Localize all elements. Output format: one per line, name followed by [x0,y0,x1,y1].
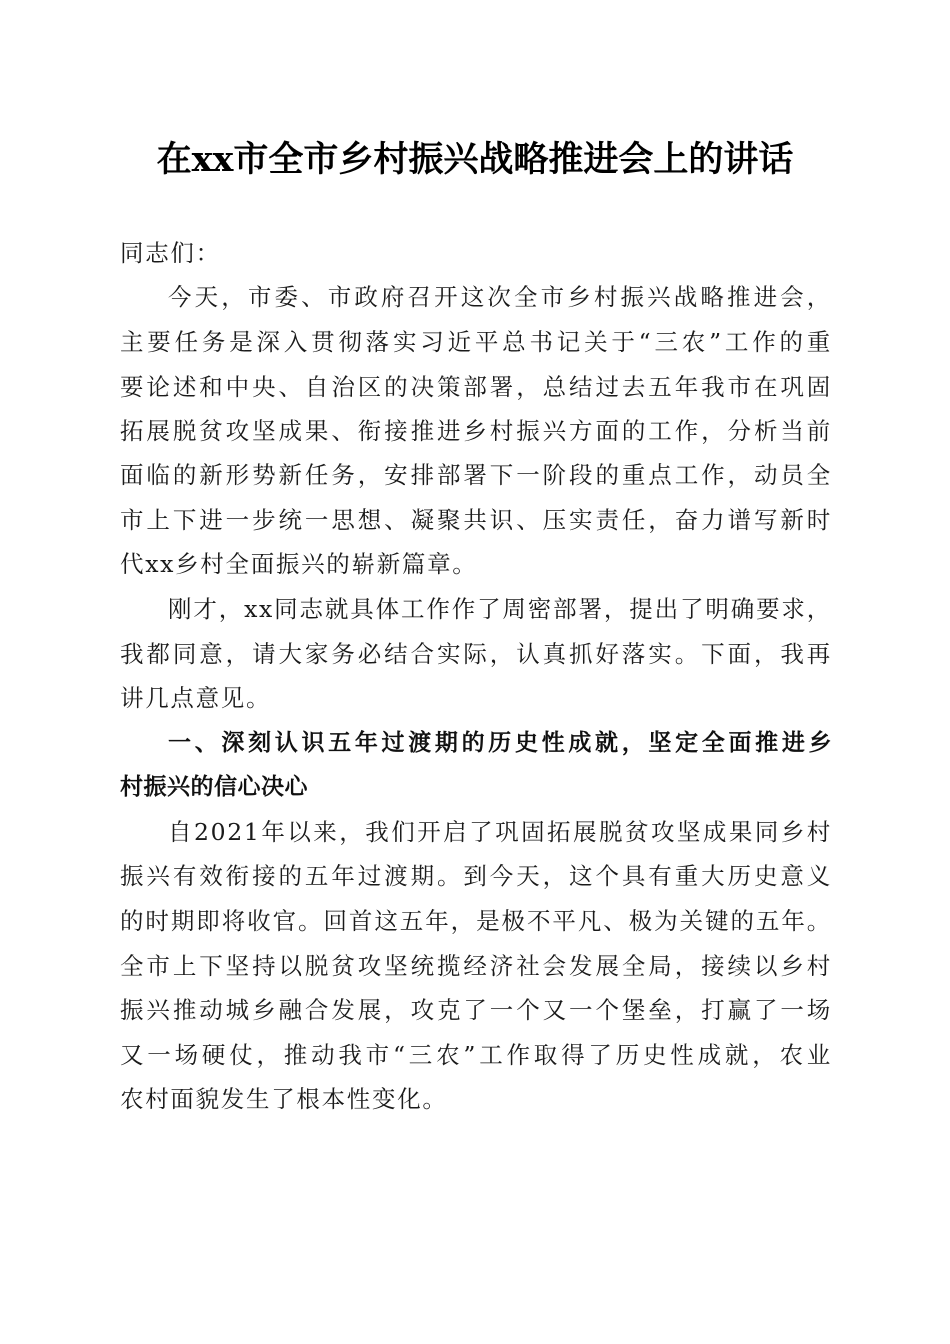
paragraph-1-line-6: 市上下进一步统一思想、凝聚共识、压实责任，奋力谱写新时 [120,506,832,534]
paragraph-1-line-2: 主要任务是深入贯彻落实习近平总书记关于“三农”工作的重 [120,328,832,356]
paragraph-1-line-3: 要论述和中央、自治区的决策部署，总结过去五年我市在巩固 [120,373,832,401]
paragraph-1-line-4: 拓展脱贫攻坚成果、衔接推进乡村振兴方面的工作，分析当前 [120,417,832,445]
section-1-body-line-3: 的时期即将收官。回首这五年，是极不平凡、极为关键的五年。 [120,907,832,935]
paragraph-2-line-2: 我都同意，请大家务必结合实际，认真抓好落实。下面，我再 [120,640,832,668]
document-title: 在xx市全市乡村振兴战略推进会上的讲话 [156,139,794,180]
section-1-heading-line-1: 一、深刻认识五年过渡期的历史性成就，坚定全面推进乡 [168,730,832,756]
paragraph-1-line-7: 代xx乡村全面振兴的崭新篇章。 [120,550,478,578]
paragraph-2-line-3: 讲几点意见。 [120,684,272,712]
section-1-body-line-7: 农村面貌发生了根本性变化。 [120,1085,448,1113]
paragraph-1-line-1: 今天，市委、市政府召开这次全市乡村振兴战略推进会， [168,283,832,311]
salutation: 同志们： [120,239,221,267]
section-1-body-line-5: 振兴推动城乡融合发展，攻克了一个又一个堡垒，打赢了一场 [120,996,832,1024]
paragraph-2-line-1: 刚才，xx同志就具体工作作了周密部署，提出了明确要求， [168,595,832,623]
section-1-body-line-6: 又一场硬仗，推动我市“三农”工作取得了历史性成就，农业 [120,1041,832,1069]
section-1-heading-line-2: 村振兴的信心决心 [120,774,308,800]
paragraph-1-line-5: 面临的新形势新任务，安排部署下一阶段的重点工作，动员全 [120,461,832,489]
section-1-body-line-2: 振兴有效衔接的五年过渡期。到今天，这个具有重大历史意义 [120,862,832,890]
section-1-body-line-4: 全市上下坚持以脱贫攻坚统揽经济社会发展全局，接续以乡村 [120,952,832,980]
section-1-body-line-1: 自2021年以来，我们开启了巩固拓展脱贫攻坚成果同乡村 [168,818,832,846]
